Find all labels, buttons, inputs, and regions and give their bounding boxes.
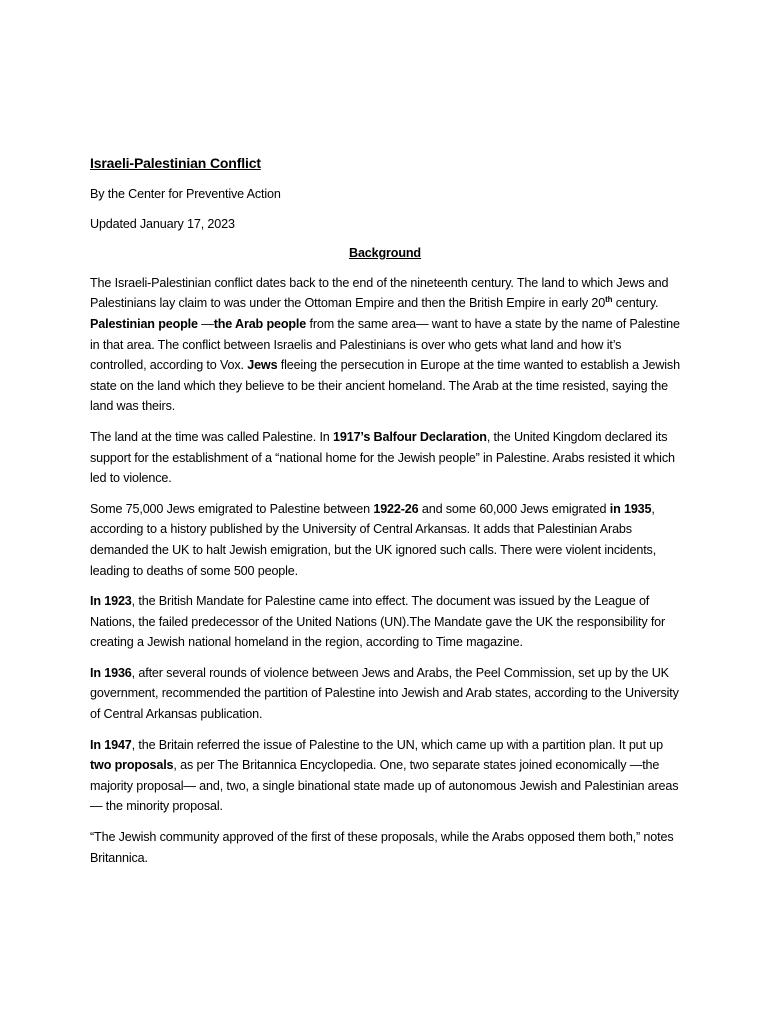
paragraph-5: In 1936, after several rounds of violence between Jews and Arabs, the Peel Commission, set up by the UK government, recommended the partition of Palestine into Jewish and Arab states, according to the University of Central Arkansas publication. xyxy=(90,665,679,722)
byline: By the Center for Preventive Action xyxy=(90,187,281,201)
paragraph-4: In 1923, the British Mandate for Palestine came into effect. The document was issued by the League of Nations, the failed predecessor of the United Nations (UN).The Mandate gave the UK the responsibility for creating a Jewish national homeland in the region, according to Time magazine. xyxy=(90,594,666,650)
paragraph-7: “The Jewish community approved of the first of these proposals, while the Arabs opposed them both,” notes Britannica. xyxy=(90,830,674,865)
document-body xyxy=(90,153,680,878)
paragraph-6: In 1947, the Britain referred the issue of Palestine to the UN, which came up with a partition plan. It put up two proposals, as per The Britannica Encyclopedia. One, two separate states joined economically —the majority proposal— and, two, a single binational state made up of autonomous Jewish and Palestinian areas — the minority proposal. xyxy=(90,737,679,814)
paragraph-2: The land at the time was called Palestine. In 1917’s Balfour Declaration, the United Kingdom declared its support for the establishment of a “national home for the Jewish people” in Palestine. Arabs resisted it which led to violence. xyxy=(90,429,675,486)
section-heading: Background xyxy=(349,246,421,261)
paragraph-3: Some 75,000 Jews emigrated to Palestine between 1922-26 and some 60,000 Jews emigrated in 1935, according to a history published by the University of Central Arkansas. It adds that Palestinian Arabs demanded the UK to halt Jewish emigration, but the UK ignored such calls. There were violent incidents, leading to deaths of some 500 people. xyxy=(90,501,657,578)
updated-date: Updated January 17, 2023 xyxy=(90,216,235,231)
document-title: Israeli-Palestinian Conflict xyxy=(90,155,261,171)
paragraph-1: The Israeli-Palestinian conflict dates back to the end of the nineteenth century. The land to which Jews and Palestinians lay claim to was under the Ottoman Empire and then the British Empire in early 20th century. Palestinian people —the Arab people from the same area— want to have a state by the name of Palestine in that area. The conflict between Israelis and Palestinians is over who gets what land and how it’s controlled, according to Vox. Jews fleeing the persecution in Europe at the time wanted to establish a Jewish state on the land which they believe to be their ancient homeland. The Arab at the time resisted, saying the land was theirs. xyxy=(90,275,680,414)
